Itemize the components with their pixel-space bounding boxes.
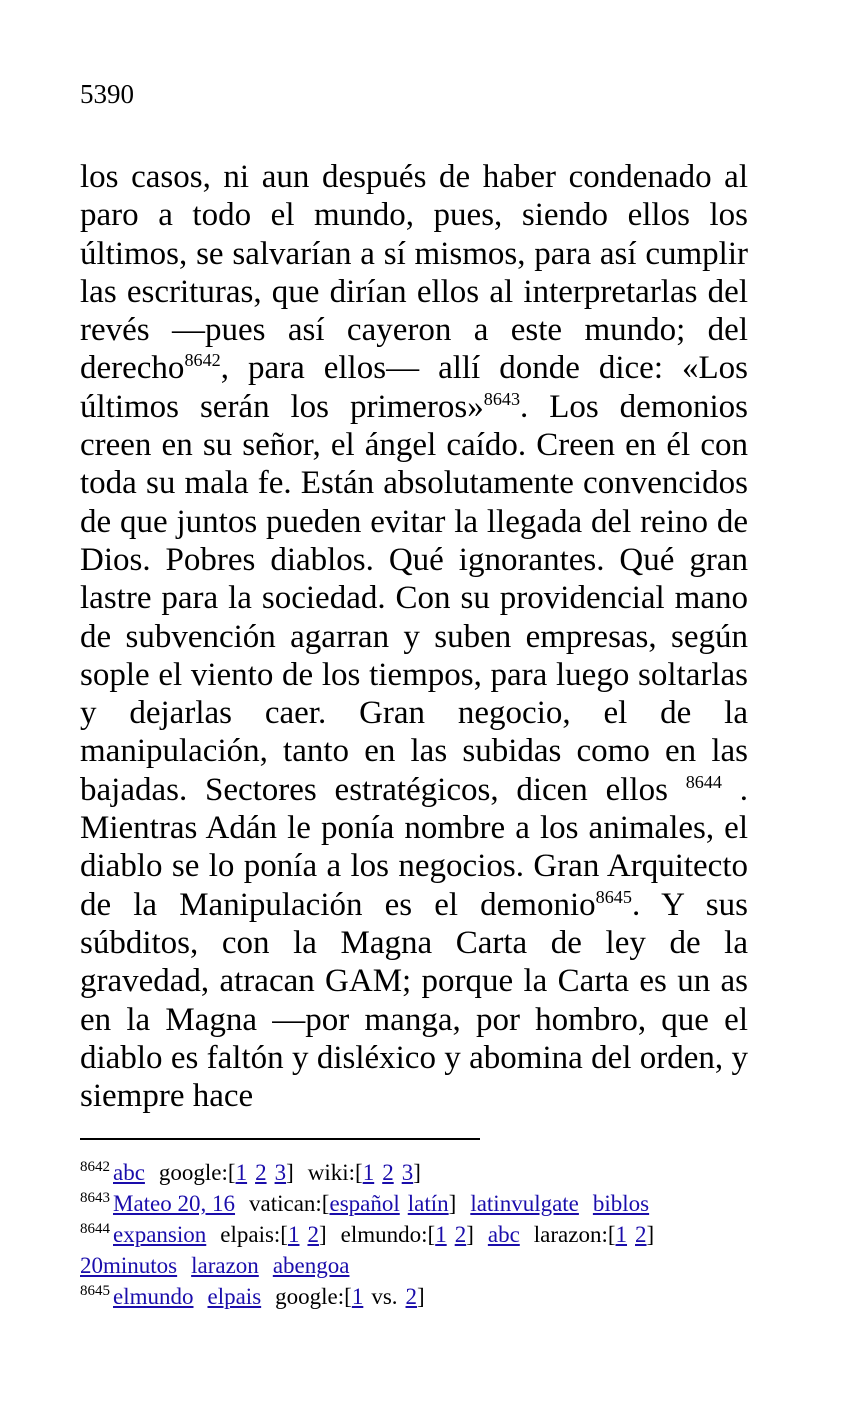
link-mateo[interactable]: Mateo 20, 16 — [113, 1191, 236, 1216]
label-larazon: larazon:[ — [533, 1222, 616, 1247]
link-larazon-2[interactable]: 2 — [635, 1222, 647, 1247]
link-latinvulgate[interactable]: latinvulgate — [470, 1191, 579, 1216]
footnote-ref-8645[interactable]: 8645 — [595, 886, 632, 907]
link-elmundo-2[interactable]: 2 — [454, 1222, 467, 1247]
body-paragraph — [80, 158, 748, 1115]
link-wiki-3[interactable]: 3 — [401, 1160, 414, 1185]
link-expansion[interactable]: expansion — [113, 1222, 207, 1247]
footnote-ref-8642[interactable]: 8642 — [184, 350, 221, 371]
body-text-segment: , para ellos— allí donde dice: «Los últimos serán los primeros» — [80, 350, 748, 425]
body-text-segment: . Los demonios creen en su señor, el ángel caído. Creen en él con toda su mala fe. Están absolutamente convencidos de que juntos pueden evitar la llegada del reino de Dios. Pobres diablos. Qué ignorantes. Qué gran lastre para la sociedad. Con su providencial mano de subvención agarran y suben empresas, según sople el viento de los tiempos, para luego soltarlas y dejarlas caer. Gran negocio, el de la manipulación, tanto en las subidas como en las bajadas. Sectores estratégicos, dicen ellos — [80, 388, 748, 808]
label-vs: vs. — [371, 1284, 398, 1309]
footnote-ref-8644[interactable]: 8644 — [685, 771, 722, 792]
label-google: google:[ — [158, 1160, 236, 1185]
bracket: ] — [466, 1222, 474, 1247]
page-number: 5390 — [80, 79, 134, 109]
link-google-1[interactable]: 1 — [351, 1284, 364, 1309]
bracket: ] — [646, 1222, 655, 1247]
link-wiki-2[interactable]: 2 — [382, 1160, 394, 1185]
body-text-segment: . Mientras Adán le ponía nombre a los animales, el diablo se lo ponía a los negocios. Gran Arquitecto de la Manipulación es el demonio — [80, 771, 748, 923]
link-20minutos[interactable]: 20minutos — [80, 1253, 178, 1278]
label-google: google:[ — [275, 1284, 352, 1309]
footnote-number: 8645 — [80, 1283, 110, 1299]
footnote-ref-8643[interactable]: 8643 — [483, 388, 521, 409]
footnote-number: 8644 — [80, 1221, 110, 1237]
footnote-8645 — [80, 1281, 750, 1312]
link-larazon[interactable]: larazon — [191, 1253, 259, 1278]
body-text-segment: los casos, ni aun después de haber condenado al paro a todo el mundo, pues, siendo ellos los últimos, se salvarían a sí mismos, para así cumplir las escrituras, que dirían ellos al interpretarlas del revés —pues así cayeron a este mundo; del derecho — [80, 159, 748, 387]
link-abc[interactable]: abc — [113, 1160, 145, 1185]
link-google-1[interactable]: 1 — [235, 1160, 248, 1185]
link-elmundo[interactable]: elmundo — [113, 1284, 194, 1309]
link-abc[interactable]: abc — [487, 1222, 520, 1247]
footnote-number: 8642 — [80, 1159, 110, 1175]
link-google-3[interactable]: 3 — [274, 1160, 287, 1185]
footnote-number: 8643 — [80, 1190, 110, 1206]
label-vatican: vatican:[ — [249, 1191, 330, 1216]
link-larazon-1[interactable]: 1 — [615, 1222, 628, 1247]
body-text-segment: . Y sus súbditos, con la Magna Carta de ley de la gravedad, atracan GAM; porque la Carta es un as en la Magna —por manga, por hombro, que el diablo es faltón y disléxico y abomina del orden, y siempre hace — [80, 886, 748, 1115]
bracket: ] — [448, 1191, 457, 1216]
label-wiki: wiki:[ — [307, 1160, 363, 1185]
bracket: ] — [286, 1160, 294, 1185]
link-espanol[interactable]: español — [329, 1191, 400, 1216]
label-elmundo: elmundo:[ — [340, 1222, 436, 1247]
footnote-8642 — [80, 1157, 750, 1188]
link-elmundo-1[interactable]: 1 — [435, 1222, 447, 1247]
label-elpais: elpais:[ — [220, 1222, 288, 1247]
link-wiki-1[interactable]: 1 — [362, 1160, 375, 1185]
link-elpais-2[interactable]: 2 — [307, 1222, 319, 1247]
link-google-2[interactable]: 2 — [405, 1284, 418, 1309]
footnote-8643 — [80, 1188, 750, 1219]
link-google-2[interactable]: 2 — [255, 1160, 267, 1185]
link-elpais-1[interactable]: 1 — [287, 1222, 300, 1247]
link-elpais[interactable]: elpais — [207, 1284, 262, 1309]
link-latin[interactable]: latín — [407, 1191, 449, 1216]
bracket: ] — [318, 1222, 327, 1247]
footnote-divider — [80, 1138, 480, 1140]
link-biblos[interactable]: biblos — [592, 1191, 650, 1216]
footnote-8644 — [80, 1219, 750, 1281]
bracket: ] — [417, 1284, 425, 1309]
bracket: ] — [413, 1160, 421, 1185]
link-abengoa[interactable]: abengoa — [272, 1253, 350, 1278]
footnotes-section — [80, 1157, 750, 1312]
